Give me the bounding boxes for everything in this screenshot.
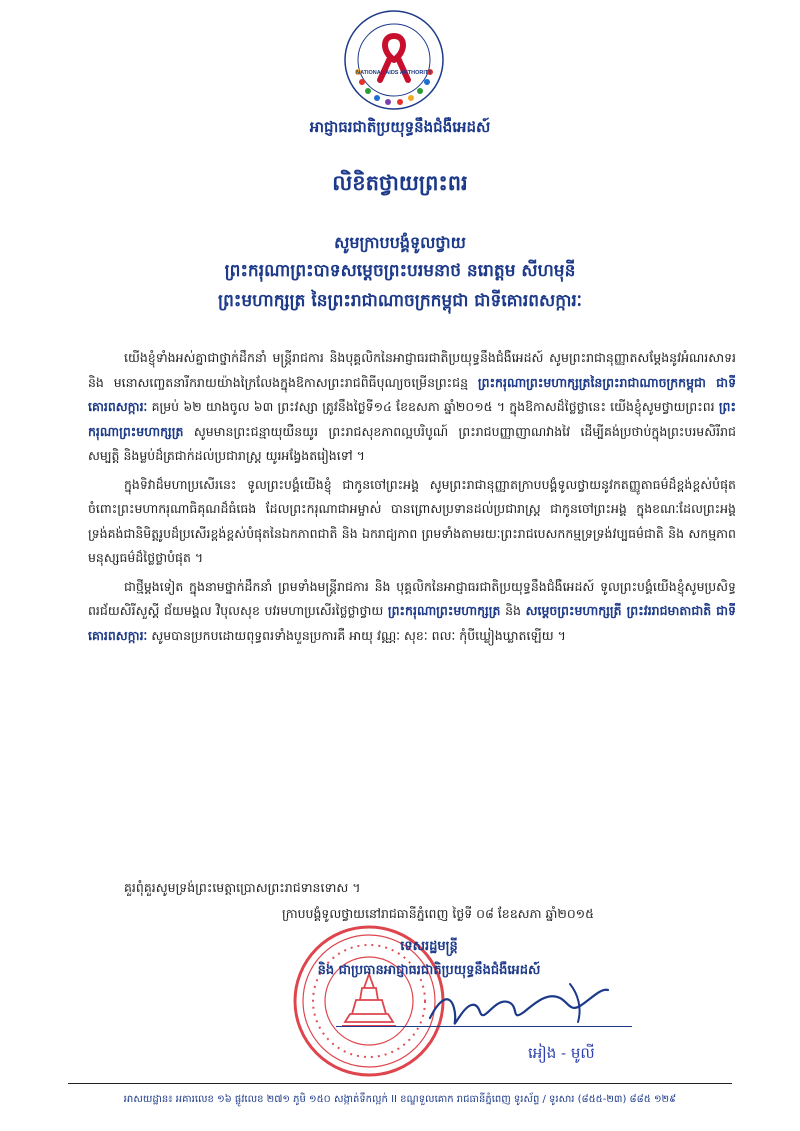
p1-text-c: គម្រប់ ៦២ យាងចូល ៦៣ ព្រះវស្សា ត្រូវនឹងថ្ងៃទី១៤ ខែឧសភា ឆ្នាំ២០១៥ ។ ក្នុងឱកាសដ៏ថ្លៃថ្លានេះ យើងខ្ញុំសូមថ្វាយព្រះពរ: [151, 399, 715, 414]
address-line-2: ព្រះករុណាព្រះបាទសម្តេចព្រះបរមនាថ នរោត្តម សីហមុនី: [224, 261, 576, 281]
date-place-line: ក្រាបបង្គំទូលថ្វាយនៅរាជធានីភ្នំពេញ ថ្ងៃទី ០៨ ខែឧសភា ឆ្នាំ២០១៥: [282, 906, 594, 921]
signer-title-line-2: និង ជាប្រធានអាជ្ញាធរជាតិប្រយុទ្ធនឹងជំងឺអេដស៍: [317, 963, 541, 978]
document-title: លិខិតថ្វាយព្រះពរ: [332, 171, 468, 195]
organization-name: អាជ្ញាធរជាតិប្រយុទ្ធនឹងជំងឺអេដស៍: [309, 118, 491, 136]
logo-emblem-icon: [342, 8, 446, 112]
p3-emphasis-d: សម្តេចព្រះមហាក្សត្រី ព្រះវររាជមាតាជាតិ ជាទី គោរពសក្ការៈ: [88, 603, 736, 643]
signer-title-line-1: ទេសរដ្ឋមន្ត្រី: [400, 939, 458, 954]
p1-emphasis-d: ព្រះករុណាព្រះមហាក្សត្រ: [88, 399, 736, 439]
p1-emphasis-b: ព្រះករុណាព្រះមហាក្សត្រនៃព្រះរាជាណាចក្រកម្ពុជា ជាទីគោរពសក្ការៈ: [88, 374, 737, 414]
p3-text-c: និង: [505, 603, 521, 618]
address-line-1: សូមក្រាបបង្គំទូលថ្វាយ: [334, 233, 466, 252]
footer-address: អាសយដ្ឋាន៖ អគារលេខ ១៦ ផ្លូវលេខ ២៧១ ភូមិ ១៥០ សង្កាត់ទឹកល្អក់ II ខណ្ឌទួលគោក រាជធានីភ្នំពេញ ទូរស័ព្ទ / ទូរសារ (៨៥៥-២៣) ៨៨៥ ១២៩: [123, 1094, 677, 1105]
p1-text-e: សូមមានព្រះជន្មាយុយឺនយូរ ព្រះរាជសុខភាពល្អបរិបូណ៍ ព្រះរាជបញ្ញាញាណវាងវៃ ដើម្បីគង់ប្រថាប់ក្នុងព្រះបរមសិរីរាជសម្បត្តិ និងម្លប់ដ៏ត្រជាក់ដល់ប្រជារាស្ត្រ យូរអង្វែងតរៀងទៅ ។: [88, 423, 736, 463]
letter-body: [88, 346, 736, 652]
p3-text-a: ជាថ្មីម្តងទៀត ក្នុងនាមថ្នាក់ដឹកនាំ ព្រមទាំងមន្ត្រីរាជការ និង បុគ្គលិកនៃអាជ្ញាធរជាតិប្រយុទ្ធនឹងជំងឺអេដស៍ ទូលព្រះបង្គំយើងខ្ញុំសូមប្រសិទ្ធពរជ័យសិរីសួស្តី ជ័យមង្គល វិបុលសុខ បវរមហាប្រសើរថ្លៃថ្លាថ្វាយ: [88, 578, 736, 618]
logo-text: NATIONAL AIDS AUTHORITY: [356, 70, 432, 76]
paragraph-3: [88, 575, 736, 649]
p3-text-e: សូមបានប្រកបដោយពុទ្ធពរទាំងបួនប្រការគឺ អាយុ វណ្ណៈ សុខៈ ពលៈ កុំបីឃ្លៀងឃ្លាតឡើយ ។: [151, 627, 566, 643]
national-aids-authority-logo: [342, 8, 446, 112]
closing-line: គួរពុំគួរសូមទ្រង់ព្រះមេត្តាប្រោសព្រះរាជទានទោស ។: [124, 880, 361, 895]
signature-icon: [420, 978, 640, 1038]
signature-underline: [336, 1026, 632, 1027]
handwritten-signature: [420, 978, 640, 1038]
signer-name: អៀង - មូលី: [528, 1044, 595, 1062]
p3-emphasis-b: ព្រះករុណាព្រះមហាក្សត្រ: [387, 603, 501, 618]
p1-text-a: យើងខ្ញុំទាំងអស់គ្នាជាថ្នាក់ដឹកនាំ មន្ត្រីរាជការ និងបុគ្គលិកនៃអាជ្ញាធរជាតិប្រយុទ្ធនឹងជំងឺអេដស៍ សូមព្រះរាជានុញ្ញាតសម្តែងនូវអំណរសាទរ និង មនោសញ្ចេតនារីករាយយ៉ាងក្រៃលែងក្នុងឱកាសព្រះរាជពិធីបុណ្យចម្រើនព្រះជន្ម: [88, 350, 736, 390]
paragraph-2: ក្នុងទិវាដ៏មហាប្រសើរនេះ ទូលព្រះបង្គំយើងខ្ញុំ ជាកូនចៅព្រះអង្គ សូមព្រះរាជានុញ្ញាតក្រាបបង្គំទូលថ្វាយនូវកតញ្ញូតាធម៌ដ៏ខ្ពង់ខ្ពស់បំផុត ចំពោះព្រះមហាករុណាធិគុណដ៏ធំធេង ដែលព្រះករុណាជាអម្ចាស់ បានព្រោសប្រទានដល់ប្រជារាស្ត្រ ជាកូនចៅព្រះអង្គ ក្នុងខណៈដែលព្រះអង្គទ្រង់គង់ជានិមិត្តរូបដ៏ប្រសើរខ្ពង់ខ្ពស់បំផុតនៃឯកភាពជាតិ និង ឯករាជ្យភាព ព្រមទាំងតាមរយៈព្រះរាជបេសកកម្មទ្រទ្រង់វប្បធម៌ជាតិ និង សកម្មភាពមនុស្សធម៌ដ៏ថ្លៃថ្លាបំផុត ។: [88, 476, 736, 565]
footer-divider: [68, 1083, 732, 1084]
address-line-3: ព្រះមហាក្សត្រ នៃព្រះរាជាណាចក្រកម្ពុជា ជាទីគោរពសក្ការៈ: [218, 291, 582, 311]
paragraph-1: [88, 346, 736, 469]
